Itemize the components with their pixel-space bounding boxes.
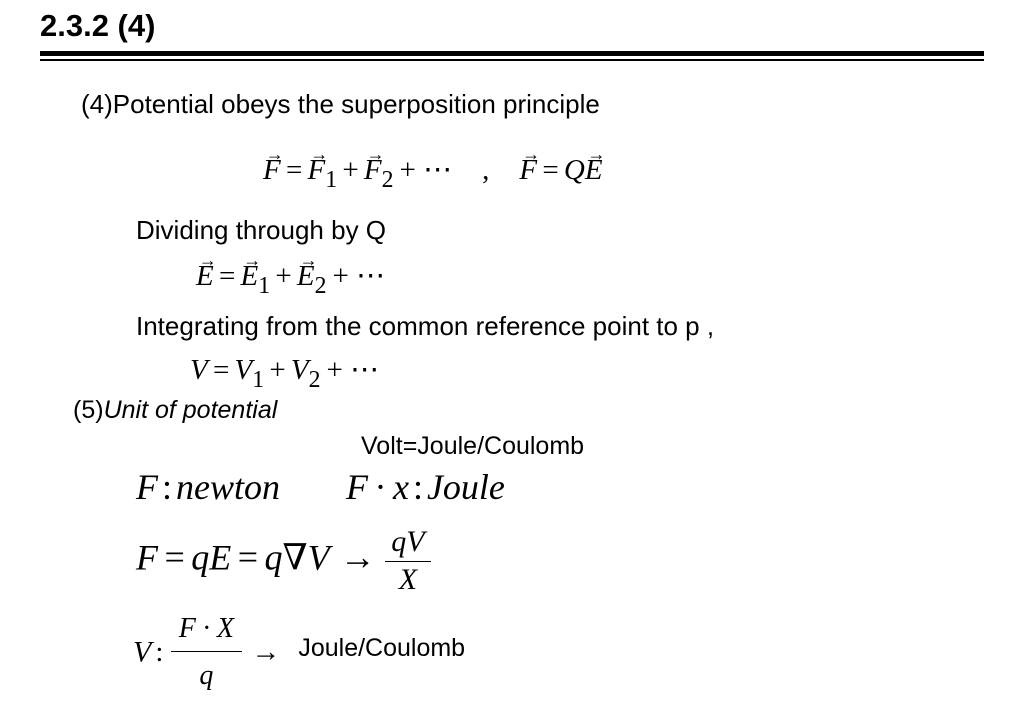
eq1b-field: → E <box>585 154 603 187</box>
force-superposition-equation <box>263 152 603 193</box>
newton-unit: newton <box>176 467 281 507</box>
eq1-plus: + <box>342 154 359 186</box>
feq-E: E <box>209 537 232 578</box>
veq-V: V <box>133 635 152 669</box>
veq-colon: : <box>155 636 164 668</box>
slide-title: 2.3.2 (4) <box>40 8 156 43</box>
feq-q2: q <box>264 537 283 578</box>
qv-numerator: qV <box>385 525 430 562</box>
eq3-term1-sub: 1 <box>252 366 265 393</box>
eq2-equals: = <box>218 260 236 292</box>
eq2-lhs: → E <box>196 260 214 293</box>
eq1b-lhs: → F <box>519 154 537 187</box>
qv-over-x-fraction <box>385 525 430 597</box>
x-denominator: X <box>398 563 418 596</box>
eq1-term1: → F <box>308 154 326 187</box>
volt-definition: Volt=Joule/Coulomb <box>361 432 585 460</box>
units-colon-1: : <box>162 467 173 507</box>
eq3-term1: V <box>234 354 253 386</box>
eq1-term2-sub: 2 <box>381 166 394 193</box>
title-rule-thin <box>40 59 984 61</box>
eq1-equals: = <box>285 154 303 186</box>
eq2-tail: + ⋯ <box>332 260 386 292</box>
force-symbol: F <box>136 467 158 507</box>
eq2-term2: → E <box>297 260 315 293</box>
point5-title: Unit of potential <box>103 396 278 424</box>
potential-unit-equation <box>133 613 465 692</box>
units-colon-2: : <box>412 467 423 507</box>
eq3-equals: = <box>212 354 230 386</box>
feq-V: V <box>307 537 330 578</box>
joule-unit: Joule <box>426 467 505 507</box>
nabla-symbol: ∇ <box>282 537 308 578</box>
displacement-symbol: x <box>392 467 409 507</box>
eq3-lhs: V <box>190 354 208 386</box>
fx-numerator: F · X <box>171 613 242 652</box>
feq-F: F <box>136 537 158 578</box>
integrate-text: Integrating from the common reference point to p , <box>136 311 715 341</box>
divide-text: Dividing through by Q <box>136 215 387 245</box>
title-rule-thick <box>40 51 984 56</box>
eq3-term2-sub: 2 <box>308 366 321 393</box>
q-denominator: q <box>199 660 214 691</box>
veq-arrow: → <box>251 636 281 668</box>
joule-per-coulomb-result: Joule/Coulomb <box>298 634 466 662</box>
eq1-tail: + ⋯ <box>399 154 453 186</box>
eq1-lhs: → F <box>263 154 281 187</box>
potential-superposition-equation <box>190 352 380 393</box>
dot-operator: · <box>374 467 387 507</box>
eq2-term1-sub: 1 <box>258 272 271 299</box>
feq-arrow: → <box>339 537 376 578</box>
eq2-term1: → E <box>241 260 259 293</box>
eq1-term2: → F <box>364 154 382 187</box>
point4-heading: (4)Potential obeys the superposition principle <box>81 89 600 119</box>
point5-heading <box>73 396 277 425</box>
point5-number: (5) <box>73 396 104 424</box>
eq1b-charge: Q <box>563 154 585 186</box>
field-superposition-equation <box>196 258 386 299</box>
force-gradient-equation: F = qE = q∇V → $\frac{qV}{X}$ <box>136 525 434 597</box>
eq1b-equals: = <box>542 154 559 186</box>
eq1-separator: , <box>482 154 490 186</box>
work-force-symbol: F <box>346 467 369 507</box>
eq2-plus: + <box>275 260 292 292</box>
eq3-term2: V <box>290 354 309 386</box>
units-line <box>136 466 505 508</box>
eq3-tail: + ⋯ <box>326 354 380 386</box>
eq2-term2-sub: 2 <box>314 272 327 299</box>
fx-over-q-fraction <box>171 613 242 692</box>
eq3-plus: + <box>269 354 286 386</box>
eq1-term1-sub: 1 <box>325 166 338 193</box>
feq-q1: q <box>191 537 210 578</box>
